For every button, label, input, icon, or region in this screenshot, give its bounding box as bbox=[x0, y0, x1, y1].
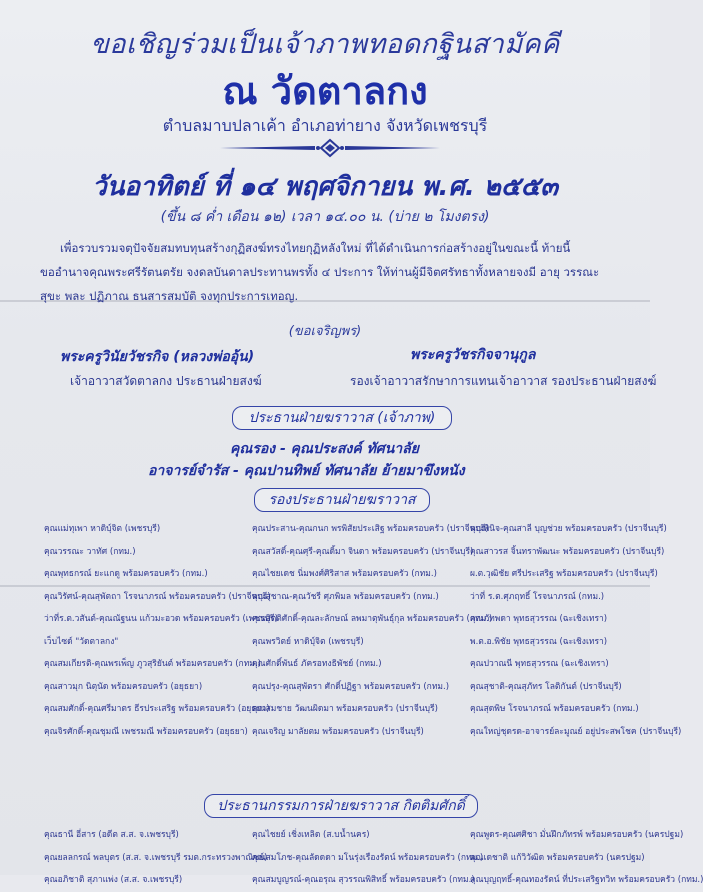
list-item: คุณยลลกรณ์ พลบุตร (ส.ส. จ.เพชรบุรี รมต.กระทรวงพาณิชย์) bbox=[44, 852, 268, 863]
divider-ornament-icon bbox=[220, 138, 440, 158]
monk-role-2: รองเจ้าอาวาสรักษาการแทนเจ้าอาวาส รองประธานฝ่ายสงฆ์ bbox=[350, 374, 657, 388]
body-line: ขออำนาจคุณพระศรีรัตนตรัย จงดลบันดาลประทานพรทั้ง ๔ ประการ ให้ท่านผู้มีจิตศรัทธาทั้งหลายจงมี อายุ วรรณะ bbox=[40, 265, 600, 279]
honorary-column-2 bbox=[252, 824, 484, 892]
monk-role-1: เจ้าอาวาสวัดตาลกง ประธานฝ่ายสงฆ์ bbox=[70, 374, 262, 388]
list-item: คุณภัทพดา พุทธสุวรรณ (ฉะเชิงเทรา) bbox=[470, 614, 608, 624]
list-item: คุณสุชาณ-คุณวัชรี ศุภพิมล พร้อมครอบครัว (กทม.) bbox=[252, 591, 439, 602]
list-item: คุณสุดพิษ โรจนาภรณ์ พร้อมครอบครัว (กทม.) bbox=[470, 704, 639, 714]
ceremony-date: วันอาทิตย์ ที่ ๑๔ พฤศจิกายน พ.ศ. ๒๕๕๓ bbox=[91, 172, 559, 202]
list-item: คุณสิตติศักดิ์-คุณละลักษณ์ ลพมาตุพันธุ์กุล พร้อมครอบครัว (กทม.) bbox=[252, 614, 493, 624]
honorary-column-1 bbox=[44, 824, 268, 892]
list-item: คุณพุทธกรณ์ ยะแกดู พร้อมครอบครัว (กทม.) bbox=[44, 569, 208, 579]
list-item: ว่าที่ ร.ต.ศุภฤทธิ์ โรจนาภรณ์ (กทม.) bbox=[470, 591, 605, 602]
list-item: คุณอภิชาติ สุภาแพ่ง (ส.ส. จ.เพชรบุรี) bbox=[44, 875, 183, 885]
list-item: คุณปรุง-คุณสุพัตรา ศักดิ์ปฏิฐา พร้อมครอบครัว (กทม.) bbox=[252, 681, 450, 692]
list-item: คุณธานี อี่สาร (อดีต ส.ส. จ.เพชรบุรี) bbox=[44, 830, 179, 840]
list-item: คุณเจริญ มาลัยตม พร้อมครอบครัว (ปราจีนบุรี) bbox=[252, 726, 424, 737]
list-item: คุณแม่ทุเพา หาดิบุ์จิต (เพชรบุรี) bbox=[44, 524, 161, 534]
list-item: คุณวิรัศน์-คุณสุพัตถา โรจนาภรณ์ พร้อมครอบครัว (ปราจีนบุรี) bbox=[44, 591, 271, 602]
list-item: คุณใหญ่ชุดรด-อาจารย์ละมูณย์ อยู่ประสพโชค (ปราจีนบุรี) bbox=[470, 726, 682, 737]
temple-name: ณ วัดตาลกง bbox=[222, 69, 428, 113]
vice-column-3 bbox=[470, 518, 682, 743]
list-item: คุณสมชาย วัฒนผิดมา พร้อมครอบครัว (ปราจีนบุรี) bbox=[252, 704, 438, 714]
list-item: พ.ต.อ.พิชัย พุทธสุวรรณ (ฉะเชิงเทรา) bbox=[470, 636, 608, 647]
list-item: คุณสวัสดิ์-คุณศุรี-คุณดิ้มา จินดา พร้อมครอบครัว (ปราจีนบุรี) bbox=[252, 546, 474, 557]
list-item: คุณสาวรส จิ้นทราพัฒนะ พร้อมครอบครัว (ปราจีนบุรี) bbox=[470, 546, 665, 557]
section-vice-president: รองประธานฝ่ายฆราวาส bbox=[254, 488, 430, 512]
body-line: สุขะ พละ ปฏิภาณ ธนสารสมบัติ จงทุกประการเทอญ. bbox=[40, 289, 299, 303]
honorary-column-3 bbox=[470, 824, 703, 892]
vice-column-2 bbox=[252, 518, 493, 743]
ceremony-time: (ขึ้น ๘ ค่ำ เดือน ๑๒) เวลา ๑๔.๐๐ น. (บ่าย ๒ โมงตรง) bbox=[160, 209, 490, 225]
invite-title: ขอเชิญร่วมเป็นเจ้าภาพทอดกฐินสามัคคี bbox=[90, 29, 560, 60]
list-item: คุณปวาณนี พุทธสุวรรณ (ฉะเชิงเทรา) bbox=[470, 659, 609, 669]
list-item: คุณสมโภช-คุณลัดดดา มโนรุ่งเรืองรัตน์ พร้อมครอบครัว (กทม.) bbox=[252, 852, 484, 863]
list-item: ผ.ต.วุฒิชัย ศรีประเสริฐ พร้อมครอบครัว (ปราจีนบุรี) bbox=[470, 569, 658, 579]
list-item: คุณพูดร-คุณศศิชา มั่นฝึกภัทรพ์ พร้อมครอบครัว (นครปฐม) bbox=[470, 830, 684, 840]
list-item: คุณไชยเดช นิ่มพงศ์ศิริสาส พร้อมครอบครัว (กทม.) bbox=[252, 569, 437, 579]
list-item: คุณสุชาติ-คุณสุภัทร โลติกันต์ (ปราจีนบุรี) bbox=[470, 681, 622, 692]
host-line-1: คุณรอง - คุณประสงค์ ทัศนาลัย bbox=[230, 441, 419, 457]
monk-name-1: พระครูวินัยวัชรกิจ (หลวงพ่ออุ้น) bbox=[60, 349, 255, 365]
list-item: คุณวรรณะ วาทัศ (กทม.) bbox=[44, 546, 136, 557]
section-honorary: ประธานกรรมการฝ่ายฆราวาส กิตติมศักดิ์ bbox=[204, 794, 478, 818]
body-paragraph bbox=[40, 236, 620, 308]
list-item: คุณพินิจ-คุณสาลี บุญช่วย พร้อมครอบครัว (ปราจีนบุรี) bbox=[470, 524, 667, 534]
list-item: คุณบุญฤทธิ์-คุณทองรัตน์ ที่ประเสริฐทวิท พร้อมครอบครัว (กทม.) bbox=[470, 875, 703, 885]
monk-name-2: พระครูวัชรกิจจานุกูล bbox=[410, 347, 536, 363]
list-item: คุณสมเกียรติ-คุณพรเพ็ญ ภูวสุริยันต์ พร้อมครอบครัว (กทม.) bbox=[44, 659, 261, 669]
section-president: ประธานฝ่ายฆราวาส (เจ้าภาพ) bbox=[232, 406, 452, 430]
list-item: คุณไชยย์ เชิ่งเหลิด (ส.บน้ำนคร) bbox=[252, 830, 370, 840]
list-item: ว่าที่ร.ต.วสันต์-คุณณัฐนน แก้วมะอวด พร้อมครอบครัว (เพชรบุรี) bbox=[44, 614, 278, 624]
temple-address: ตำบลมาบปลาเค้า อำเภอท่ายาง จังหวัดเพชรบุรี bbox=[162, 116, 488, 135]
list-item: คุณสาวมุก นิตุนัด พร้อมครอบครัว (อยุธยา) bbox=[44, 681, 203, 692]
host-line-2: อาจารย์จำรัส - คุณปานทิพย์ ทัศนาลัย ย้ายมาขึงหนัง bbox=[148, 463, 465, 479]
body-line: เพื่อรวบรวมจตุปัจจัยสมทบทุนสร้างกุฏิสงฆ์ทรงไทยกุฏิหลังใหม่ ที่ได้ดำเนินการก่อสร้างอยู่ในขณะนี้ ท้ายนี้ bbox=[60, 241, 571, 255]
list-item: คุณประสาน-คุณกนก พรพิสัยประเสิฐ พร้อมครอบครัว (ปราจีนบุรี) bbox=[252, 524, 489, 534]
list-item: คุณสมศักดิ์-คุณศรีมาตร ธีรประเสริฐ พร้อมครอบครัว (อยุธยา) bbox=[44, 704, 270, 714]
list-item: คุณสมบูญรณ์-คุณอรุณ สุวรรณพิสิทธิ์ พร้อมครอบครัว (กทม.) bbox=[252, 875, 475, 885]
list-item: คุณจิรศักดิ์-คุณชุมณี เพชรมณี พร้อมครอบครัว (อยุธยา) bbox=[44, 726, 248, 737]
list-item: คุณเดชาติ แก้วิวัฒิด พร้อมครอบครัว (นครปฐม) bbox=[470, 852, 645, 863]
list-item: เว็บไซด์ "วัดตาลกง" bbox=[44, 636, 119, 647]
vice-column-1 bbox=[44, 518, 278, 743]
list-item: คุณพรวิตย์ หาดิบุ์จิต (เพชรบุรี) bbox=[252, 636, 364, 647]
list-item: คุณศักดิ์พันธ์ ภัครอทงธิพัชย์ (กทม.) bbox=[252, 659, 382, 669]
blessing-line: (ขอเจริญพร) bbox=[288, 324, 362, 339]
